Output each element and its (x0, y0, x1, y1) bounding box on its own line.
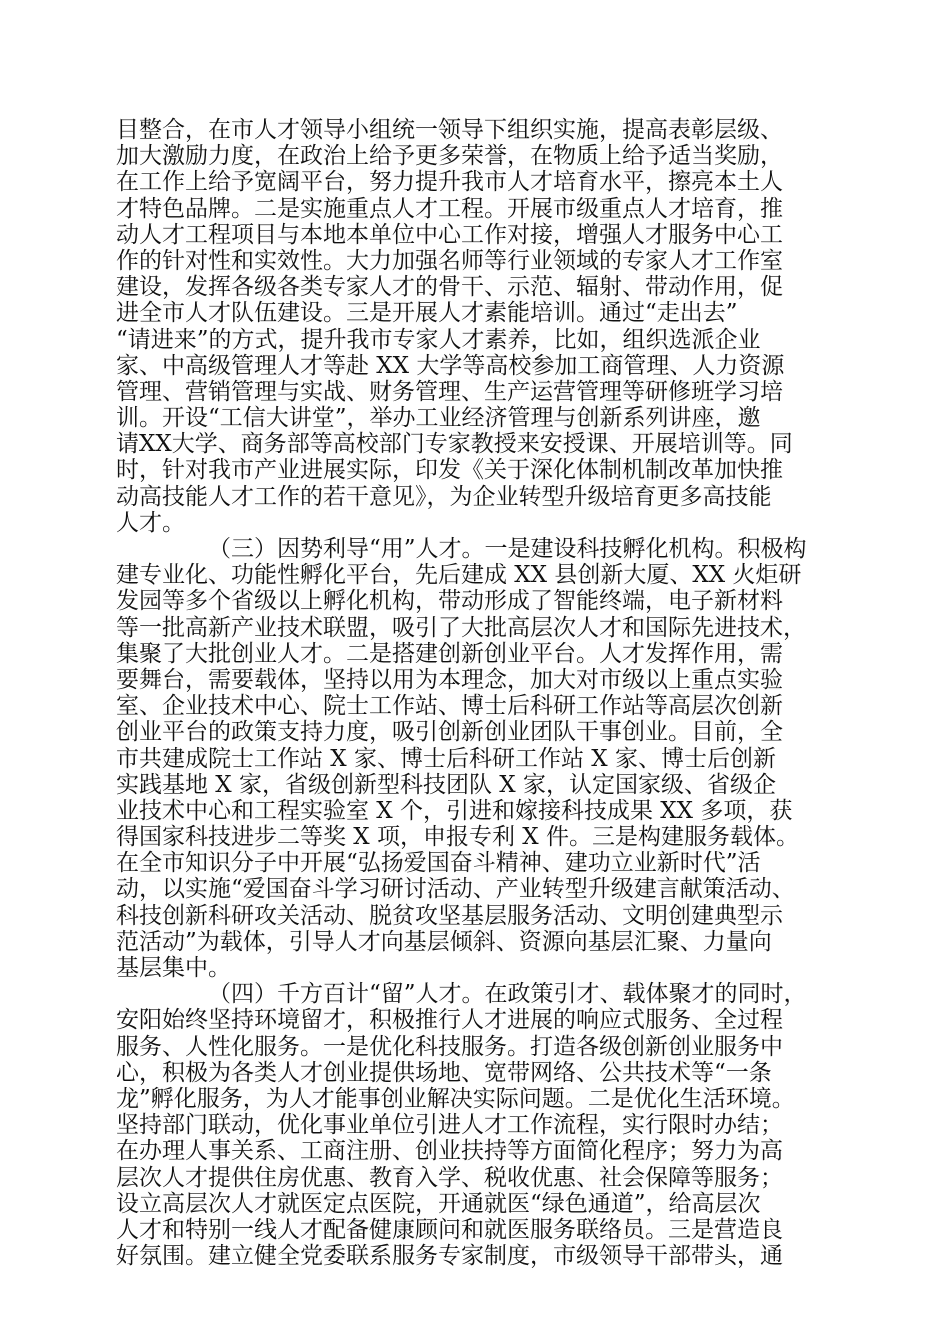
text-line: 要舞台，需要载体，坚持以用为本理念，加大对市级以上重点实验 (116, 666, 783, 693)
text-line: 训。开设“工信大讲堂”，举办工业经济管理与创新系列讲座，邀 (116, 405, 761, 432)
text-line: 心，积极为各类人才创业提供场地、宽带网络、公共技术等“一条 (116, 1059, 772, 1086)
text-line: 作的针对性和实效性。大力加强名师等行业领域的专家人才工作室 (116, 247, 783, 274)
text-line: 家、中高级管理人才等赴 XX 大学等高校参加工商管理、人力资源 (116, 352, 785, 379)
text-line: 管理、营销管理与实战、财务管理、生产运营管理等研修班学习培 (116, 378, 783, 405)
text-line: 才特色品牌。二是实施重点人才工程。开展市级重点人才培育，推 (116, 195, 783, 222)
text-line: 得国家科技进步二等奖 X 项，申报专利 X 件。三是构建服务载体。 (116, 824, 799, 851)
text-line: 加大激励力度，在政治上给予更多荣誉，在物质上给予适当奖励， (116, 143, 783, 170)
text-line: 范活动”为载体，引导人才向基层倾斜、资源向基层汇聚、力量向 (116, 928, 772, 955)
text-line: 人才。 (116, 509, 185, 536)
text-line: 在工作上给予宽阔平台，努力提升我市人才培育水平，擦亮本土人 (116, 169, 783, 196)
text-line: 集聚了大批创业人才。二是搭建创新创业平台。人才发挥作用，需 (116, 640, 783, 667)
text-line: “请进来”的方式，提升我市专家人才素养，比如，组织选派企业 (116, 326, 761, 353)
text-line: 目整合，在市人才领导小组统一领导下组织实施，提高表彰层级、 (116, 117, 783, 143)
text-line: 在全市知识分子中开展“弘扬爱国奋斗精神、建功立业新时代”活 (116, 850, 761, 877)
text-line: 业技术中心和工程实验室 X 个，引进和嫁接科技成果 XX 多项，获 (116, 797, 793, 824)
text-line: 请XX大学、商务部等高校部门专家教授来安授课、开展培训等。同 (116, 431, 793, 458)
text-line: 进全市人才队伍建设。三是开展人才素能培训。通过“走出去” (116, 300, 738, 327)
text-line: 实践基地 X 家，省级创新型科技团队 X 家，认定国家级、省级企 (116, 771, 776, 798)
text-line: 动高技能人才工作的若干意见》，为企业转型升级培育更多高技能 (116, 483, 772, 510)
text-line: 时，针对我市产业进展实际，印发《关于深化体制机制改革加快推 (116, 457, 783, 484)
text-line: 建专业化、功能性孵化平台，先后建成 XX 县创新大厦、XX 火炬研 (116, 562, 802, 589)
paragraph-start-line: （三）因势利导“用”人才。一是建设科技孵化机构。积极构 (208, 536, 807, 562)
document-page (116, 117, 830, 1269)
text-line: 建设，发挥各级各类专家人才的骨干、示范、辐射、带动作用，促 (116, 274, 783, 301)
paragraph-start-line: （四）千方百计“留”人才。在政策引才、载体聚才的同时， (208, 981, 807, 1008)
text-line: 动人才工程项目与本地本单位中心工作对接，增强人才服务中心工 (116, 221, 783, 248)
text-line: 层次人才提供住房优惠、教育入学、税收优惠、社会保障等服务； (116, 1164, 783, 1191)
text-line: 基层集中。 (116, 955, 231, 981)
text-line: 市共建成院士工作站 X 家、博士后科研工作站 X 家、博士后创新 (116, 745, 776, 772)
text-line: 动，以实施“爱国奋斗学习研讨活动、产业转型升级建言献策活动、 (116, 876, 795, 903)
text-line: 室、企业技术中心、院士工作站、博士后科研工作站等高层次创新 (116, 693, 783, 720)
text-line: 坚持部门联动，优化事业单位引进人才工作流程，实行限时办结； (116, 1112, 783, 1139)
text-line: 服务、人性化服务。一是优化科技服务。打造各级创新创业服务中 (116, 1033, 783, 1060)
text-line: 科技创新科研攻关活动、脱贫攻坚基层服务活动、文明创建典型示 (116, 902, 783, 929)
text-line: 等一批高新产业技术联盟，吸引了大批高层次人才和国际先进技术， (116, 614, 806, 641)
text-line: 好氛围。建立健全党委联系服务专家制度，市级领导干部带头，通 (116, 1243, 783, 1270)
text-line: 龙”孵化服务，为人才能事创业解决实际问题。二是优化生活环境。 (116, 1085, 795, 1112)
text-line: 人才和特别一线人才配备健康顾问和就医服务联络员。三是营造良 (116, 1216, 783, 1243)
text-line: 设立高层次人才就医定点医院，开通就医“绿色通道”，给高层次 (116, 1190, 761, 1217)
text-line: 创业平台的政策支持力度，吸引创新创业团队干事创业。目前，全 (116, 719, 783, 746)
text-line: 在办理人事关系、工商注册、创业扶持等方面简化程序；努力为高 (116, 1138, 783, 1165)
text-line: 发园等多个省级以上孵化机构，带动形成了智能终端，电子新材料 (116, 588, 783, 615)
text-line: 安阳始终坚持环境留才，积极推行人才进展的响应式服务、全过程 (116, 1007, 783, 1034)
